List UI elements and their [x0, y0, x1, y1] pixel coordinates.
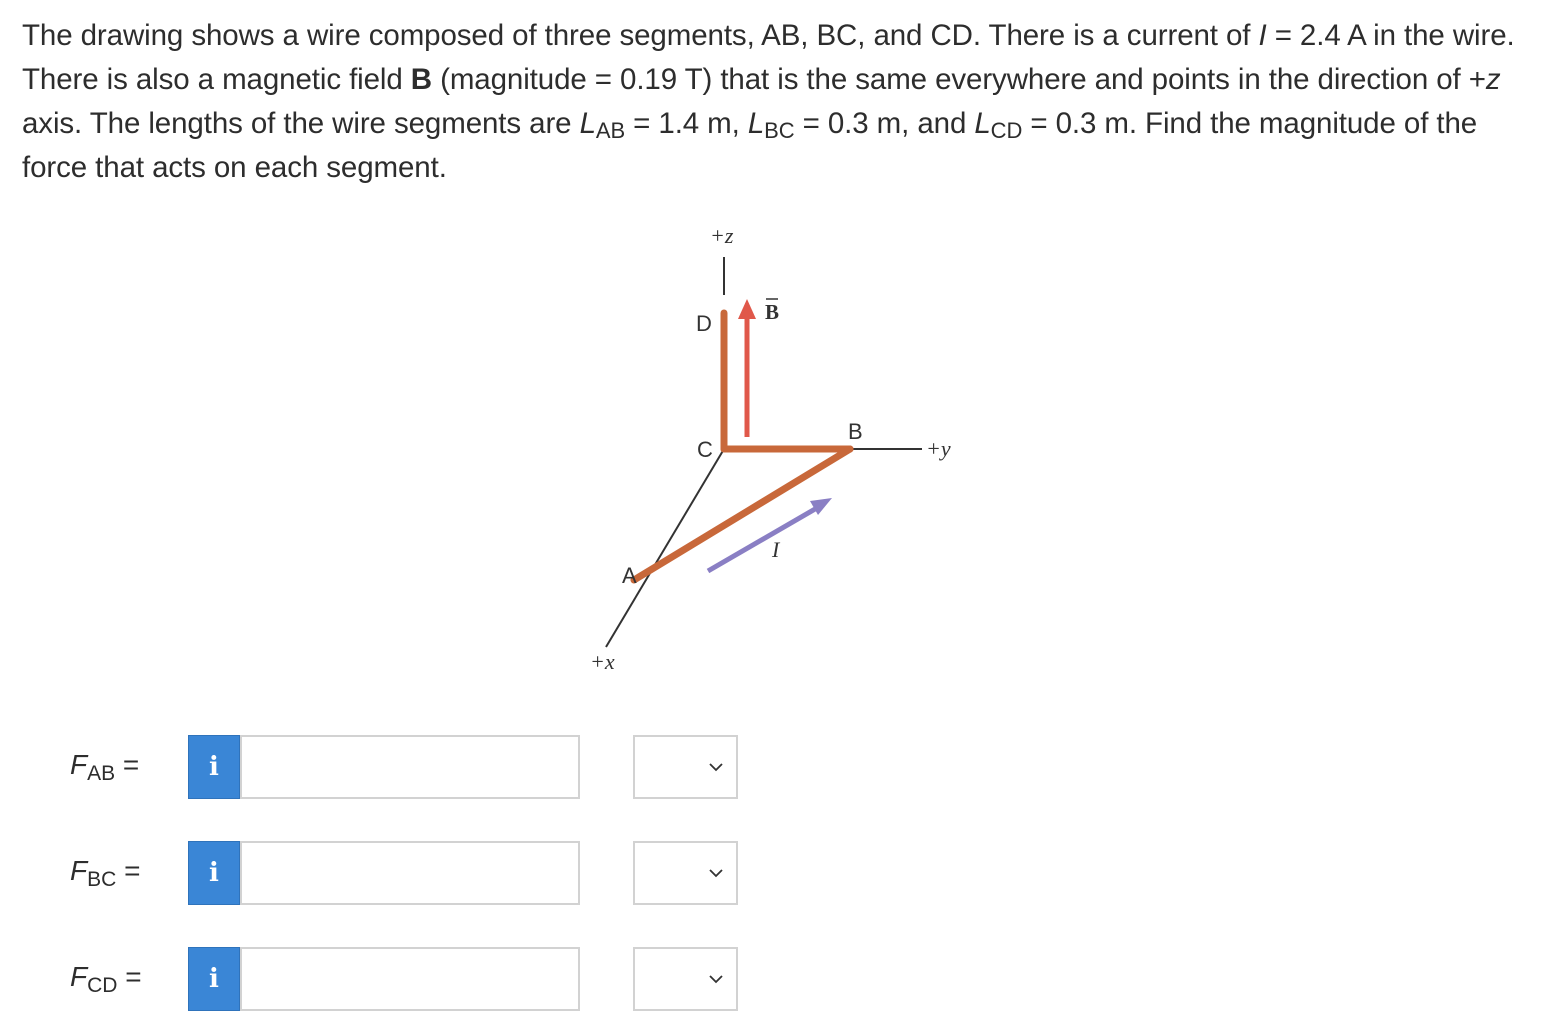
unit-select-fbc[interactable]	[633, 841, 738, 905]
current-label: I	[772, 537, 780, 562]
field-arrow-head	[738, 299, 756, 319]
info-button-fcd[interactable]	[188, 947, 240, 1011]
answer-label-fbc: $F_{BC}$ =	[70, 855, 141, 891]
info-icon: i	[209, 964, 219, 994]
info-button-fab[interactable]	[188, 735, 240, 799]
chevron-down-icon	[708, 865, 724, 881]
point-label-b: B	[848, 419, 863, 444]
axis-label-y: +y	[926, 436, 951, 461]
info-icon: i	[209, 858, 219, 888]
point-label-c: C	[697, 437, 713, 462]
unit-select-fcd[interactable]	[633, 947, 738, 1011]
wire-diagram	[560, 215, 980, 685]
chevron-down-icon	[708, 759, 724, 775]
wire-segment-ab	[634, 449, 850, 580]
answer-label-fcd: $F_{CD}$ =	[70, 961, 142, 997]
info-icon: i	[209, 752, 219, 782]
field-label: B	[765, 300, 780, 324]
answer-row-fbc	[0, 841, 760, 907]
axis-label-x: +x	[590, 649, 615, 674]
current-arrow	[708, 505, 822, 571]
question-text: The drawing shows a wire composed of three segments, AB, BC, and CD. There is a current of I = 2.4 A in the wire. There is also a magnetic field B (magnitude = 0.19 T) that is the same everywhere and points in the direction of +z axis. The lengths of the wire segments are $L_{AB} = 1.4$ m, $L_{BC} = 0.3$ m, and $L_{CD} = 0.3$ m. Find the magnitude of the force that acts on each segment.	[22, 19, 1515, 184]
chevron-down-icon	[708, 971, 724, 987]
answer-row-fcd	[0, 947, 760, 1013]
answer-row-fab	[0, 735, 760, 801]
axis-label-z: +z	[710, 223, 734, 248]
wire-diagram-svg	[560, 215, 980, 685]
info-button-fbc[interactable]	[188, 841, 240, 905]
unit-select-fab[interactable]	[633, 735, 738, 799]
point-label-a: A	[622, 563, 637, 588]
value-input-fcd[interactable]	[240, 947, 580, 1011]
x-axis	[606, 449, 724, 647]
value-input-fab[interactable]	[240, 735, 580, 799]
answer-label-fab: $F_{AB}$ =	[70, 749, 140, 785]
value-input-fbc[interactable]	[240, 841, 580, 905]
point-label-d: D	[696, 311, 712, 336]
